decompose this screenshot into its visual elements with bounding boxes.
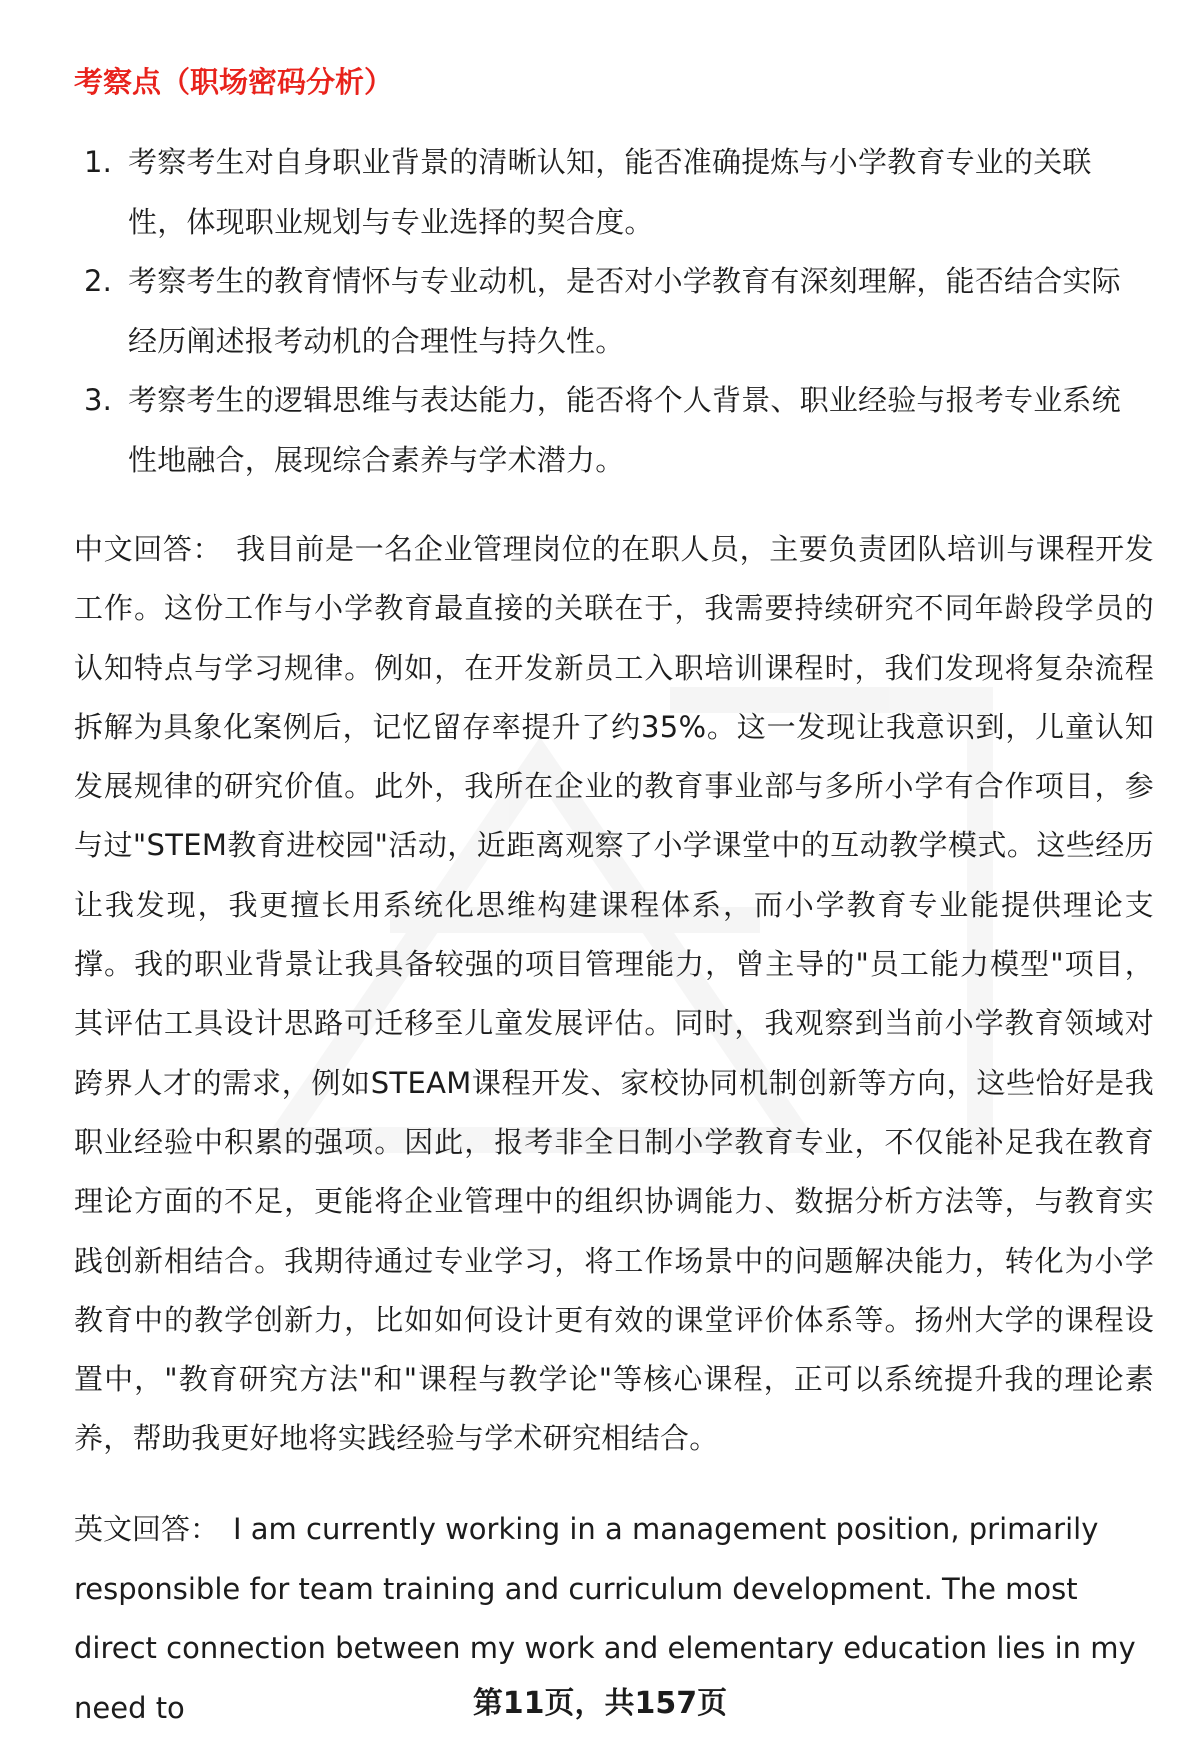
chinese-answer-text: 我目前是一名企业管理岗位的在职人员，主要负责团队培训与课程开发工作。这份工作与小学教育最直接的关联在于，我需要持续研究不同年龄段学员的认知特点与学习规律。例如，在开发新员工入职培训课程时，我们发现将复杂流程拆解为具象化案例后，记忆留存率提升了约35%。这一发现让我意识到，儿童认知发展规律的研究价值。此外，我所在企业的教育事业部与多所小学有合作项目，参与过"STEM教育进校园"活动，近距离观察了小学课堂中的互动教学模式。这些经历让我发现，我更擅长用系统化思维构建课程体系，而小学教育专业能提供理论支撑。我的职业背景让我具备较强的项目管理能力，曾主导的"员工能力模型"项目，其评估工具设计思路可迁移至儿童发展评估。同时，我观察到当前小学教育领域对跨界人才的需求，例如STEAM课程开发、家校协同机制创新等方向，这些恰好是我职业经验中积累的强项。因此，报考非全日制小学教育专业，不仅能补足我在教育理论方面的不足，更能将企业管理中的组织协调能力、数据分析方法等，与教育实践创新相结合。我期待通过专业学习，将工作场景中的问题解决能力，转化为小学教育中的教学创新力，比如如何设计更有效的课堂评价体系等。扬州大学的课程设置中，"教育研究方法"和"课程与教学论"等核心课程，正可以系统提升我的理论素养，帮助我更好地将实践经验与学术研究相结合。 bbox=[74, 532, 1154, 1456]
chinese-answer-paragraph bbox=[74, 520, 1154, 1469]
list-item bbox=[74, 133, 1134, 252]
list-item-text: 考察考生的教育情怀与专业动机，是否对小学教育有深刻理解，能否结合实际经历阐述报考动机的合理性与持久性。 bbox=[128, 264, 1121, 358]
list-item bbox=[74, 252, 1134, 371]
list-item-text: 考察考生的逻辑思维与表达能力，能否将个人背景、职业经验与报考专业系统性地融合，展现综合素养与学术潜力。 bbox=[128, 383, 1121, 477]
list-item-number: 1. bbox=[84, 145, 113, 179]
section-heading: 考察点（职场密码分析） bbox=[74, 65, 394, 99]
list-item-text: 考察考生对自身职业背景的清晰认知，能否准确提炼与小学教育专业的关联性，体现职业规划与专业选择的契合度。 bbox=[128, 145, 1092, 239]
list-item-number: 3. bbox=[84, 383, 113, 417]
list-item bbox=[74, 371, 1134, 490]
assessment-points-list bbox=[74, 133, 1134, 490]
english-answer-label: 英文回答： bbox=[74, 1512, 220, 1546]
chinese-answer-label: 中文回答： bbox=[74, 532, 223, 566]
page-number-footer: 第11页，共157页 bbox=[472, 1686, 728, 1721]
list-item-number: 2. bbox=[84, 264, 113, 298]
english-answer-text: I am currently working in a management position, primarily responsible for team training and curriculum development. The most direct connection between my work and elementary education lies in my need to bbox=[74, 1512, 1136, 1725]
